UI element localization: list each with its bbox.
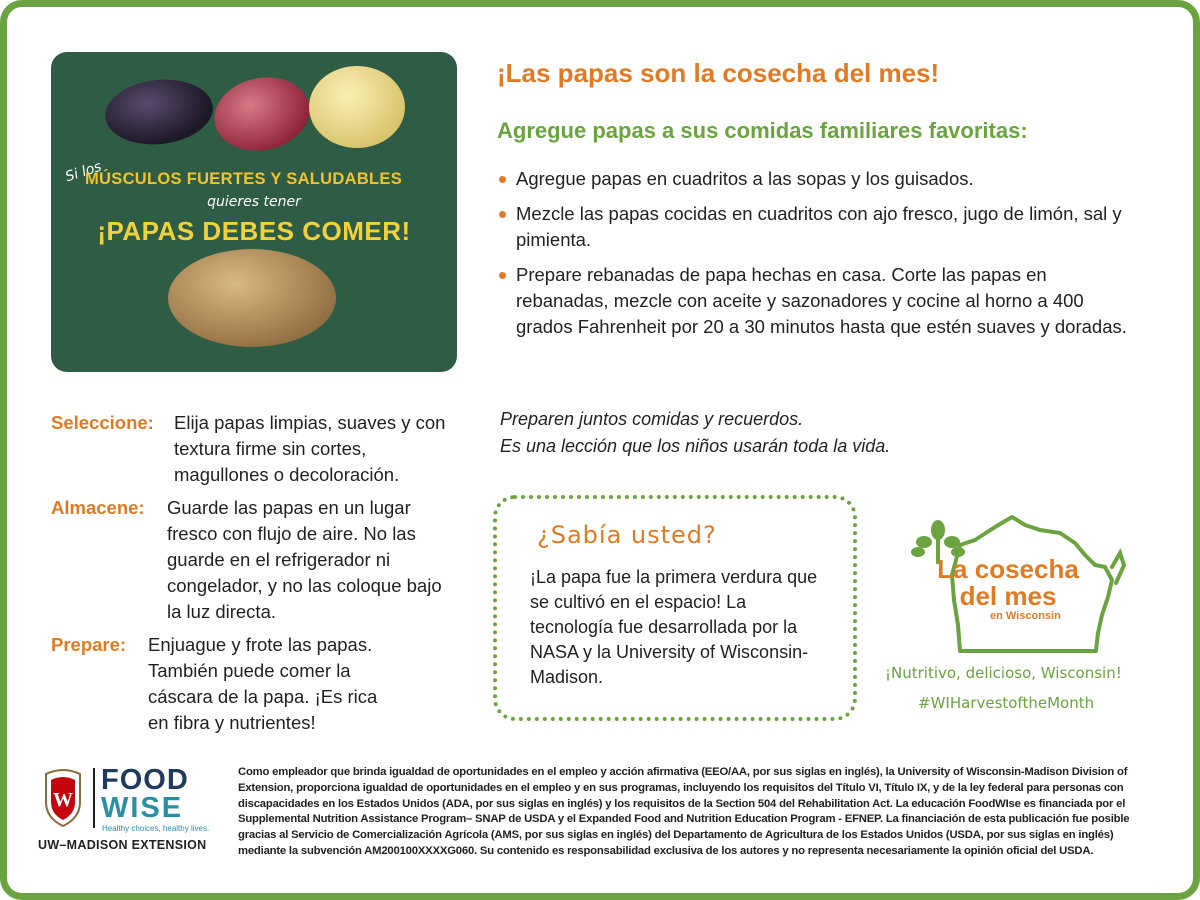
tip-label: Almacene: (51, 497, 145, 518)
foodwise-logo-bottom: WISE (101, 792, 184, 824)
tip-text: Guarde las papas en un lugar fresco con flujo de aire. No las guarde en el refrigerador ni congelador, y no las coloque bajo la luz directa. (167, 497, 442, 622)
list-item: Prepare rebanadas de papa hechas en casa. Corte las papas en rebanadas, mezcle con aceite y sazonadores y cocine al horno a 400 grados Fahrenheit por 20 a 30 minutos hasta que estén suaves y doradas. (497, 262, 1137, 340)
tip-select (51, 410, 451, 490)
page-subtitle: Agregue papas a sus comidas familiares favoritas: (497, 118, 1028, 143)
red-potato (208, 69, 317, 159)
svg-text:W: W (53, 789, 73, 811)
family-motto: Preparen juntos comidas y recuerdos. Es una lección que los niños usarán toda la vida. (500, 409, 891, 456)
yellow-potato (309, 66, 405, 148)
hashtag: #WIHarvestoftheMonth (918, 694, 1095, 712)
harvest-logo-title: La cosecha del mes (937, 554, 1079, 611)
foodwise-logo-top: FOOD (101, 764, 189, 796)
did-you-know-title: ¿Sabía usted? (537, 521, 717, 549)
purple-potato (102, 75, 216, 150)
bullet-icon (499, 272, 506, 279)
slogan: ¡Nutritivo, delicioso, Wisconsin! (885, 664, 1122, 682)
harvest-logo-subtitle: en Wisconsin (990, 610, 1061, 622)
hero-slogan (51, 156, 457, 292)
hero-small-text-1: Si los (63, 158, 104, 186)
hero-big-text-2: ¡PAPAS DEBES COMER! (97, 216, 411, 246)
list-item: Agregue papas en cuadritos a las sopas y los guisados. (497, 166, 1137, 192)
hero-big-text-1: MÚSCULOS FUERTES Y SALUDABLES (85, 170, 403, 188)
tip-label: Seleccione: (51, 412, 154, 433)
list-item: Mezcle las papas cocidas en cuadritos con ajo fresco, jugo de limón, sal y pimienta. (497, 201, 1137, 253)
tip-store (51, 495, 451, 625)
foodwise-tagline: Healthy choices, healthy lives. (102, 824, 210, 833)
bullet-icon (499, 176, 506, 183)
potato-hero-image (51, 52, 457, 372)
tips-list (497, 166, 1137, 349)
uw-crest-icon (40, 766, 86, 828)
logo-divider (93, 768, 95, 828)
tip-text: Elija papas limpias, suaves y con textura firme sin cortes, magullones o decoloración. (174, 412, 446, 485)
tip-text: Enjuague y frote las papas. También puede comer la cáscara de la papa. ¡Es rica en fibra y nutrientes! (148, 634, 378, 733)
tip-prepare (51, 632, 451, 742)
legal-disclaimer: Como empleador que brinda igualdad de oportunidades en el empleo y acción afirmativa (EEO/AA, por sus siglas en inglés), la University of Wisconsin-Madison Division of Extension, proporciona igualdad de oportunidades en el empleo y en sus programas, incluyendo los requisitos del Título VI, Título IX, y de la ley federal para personas con discapacidades en los Estados Unidos (ADA, por sus siglas en inglés) y los requisitos de la Section 504 del Rehabilitation Act. La educación FoodWIse es financiada por el Supplemental Nutrition Assistance Program– SNAP de USDA y el Expanded Food and Nutrition Education Program - EFNEP. La financiación de esta publicación fue posible gracias al Servicio de Comercialización Agrícola (AMS, por sus siglas en inglés) del Departamento de Agricultura de los Estados Unidos (USDA, por sus siglas en inglés) mediante la subvención AM200100XXXXG060. Su contenido es responsabilidad exclusiva de los autores y no representa necesariamente la opinión oficial del USDA. (238, 766, 1130, 857)
did-you-know-text: ¡La papa fue la primera verdura que se cultivó en el espacio! La tecnología fue desarrollada por la NASA y la University of Wisconsin-Madison. (530, 567, 818, 687)
did-you-know-box (493, 495, 857, 721)
page-title: ¡Las papas son la cosecha del mes! (497, 58, 940, 88)
hero-small-text-2: quieres tener (207, 194, 301, 210)
uw-extension-label: UW–MADISON EXTENSION (38, 838, 207, 852)
bullet-icon (499, 211, 506, 218)
tip-label: Prepare: (51, 634, 127, 655)
